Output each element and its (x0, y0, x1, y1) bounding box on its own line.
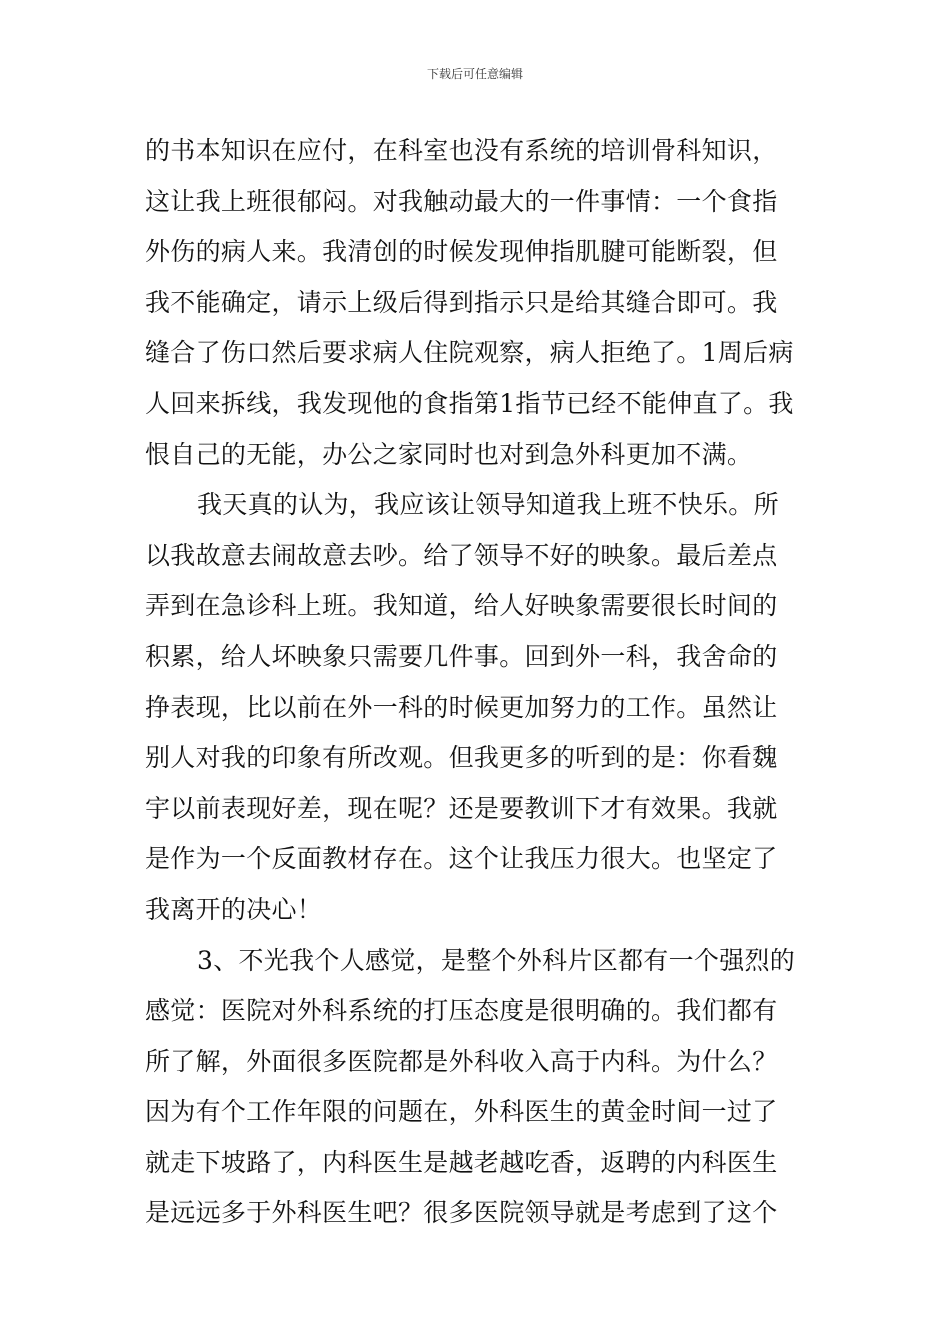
text-line: 别人对我的印象有所改观。但我更多的听到的是：你看魏 (145, 743, 778, 773)
text-line: 3、不光我个人感觉，是整个外科片区都有一个强烈的 (197, 945, 796, 975)
text-line: 挣表现，比以前在外一科的时候更加努力的工作。虽然让 (145, 692, 778, 722)
text-line: 恨自己的无能，办公之家同时也对到急外科更加不满。 (145, 439, 753, 469)
text-line: 是作为一个反面教材存在。这个让我压力很大。也坚定了 (145, 844, 778, 874)
text-line: 外伤的病人来。我清创的时候发现伸指肌腱可能断裂，但 (145, 237, 778, 267)
text-line: 我不能确定，请示上级后得到指示只是给其缝合即可。我 (145, 287, 778, 317)
text-line: 就走下坡路了，内科医生是越老越吃香，返聘的内科医生 (145, 1147, 778, 1177)
text-line: 是远远多于外科医生吧？很多医院领导就是考虑到了这个 (145, 1198, 778, 1228)
text-line: 我天真的认为，我应该让领导知道我上班不快乐。所 (197, 490, 779, 520)
text-line: 宇以前表现好差，现在呢？还是要教训下才有效果。我就 (145, 793, 778, 823)
text-line: 积累，给人坏映象只需要几件事。回到外一科，我舍命的 (145, 641, 778, 671)
text-line: 人回来拆线，我发现他的食指第1指节已经不能伸直了。我 (145, 388, 794, 418)
text-line: 这让我上班很郁闷。对我触动最大的一件事情：一个食指 (145, 186, 778, 216)
text-line: 以我故意去闹故意去吵。给了领导不好的映象。最后差点 (145, 540, 778, 570)
text-line: 因为有个工作年限的问题在，外科医生的黄金时间一过了 (145, 1097, 778, 1127)
text-line: 弄到在急诊科上班。我知道，给人好映象需要很长时间的 (145, 591, 778, 621)
document-body (145, 126, 807, 1239)
text-line: 所了解，外面很多医院都是外科收入高于内科。为什么？ (145, 1046, 778, 1076)
text-line: 感觉：医院对外科系统的打压态度是很明确的。我们都有 (145, 996, 778, 1026)
text-line: 的书本知识在应付，在科室也没有系统的培训骨科知识， (145, 136, 778, 165)
page-header-note: 下载后可任意编辑 (426, 67, 523, 81)
text-line: 我离开的决心！ (145, 894, 323, 924)
text-line: 缝合了伤口然后要求病人住院观察，病人拒绝了。1周后病 (145, 338, 794, 368)
